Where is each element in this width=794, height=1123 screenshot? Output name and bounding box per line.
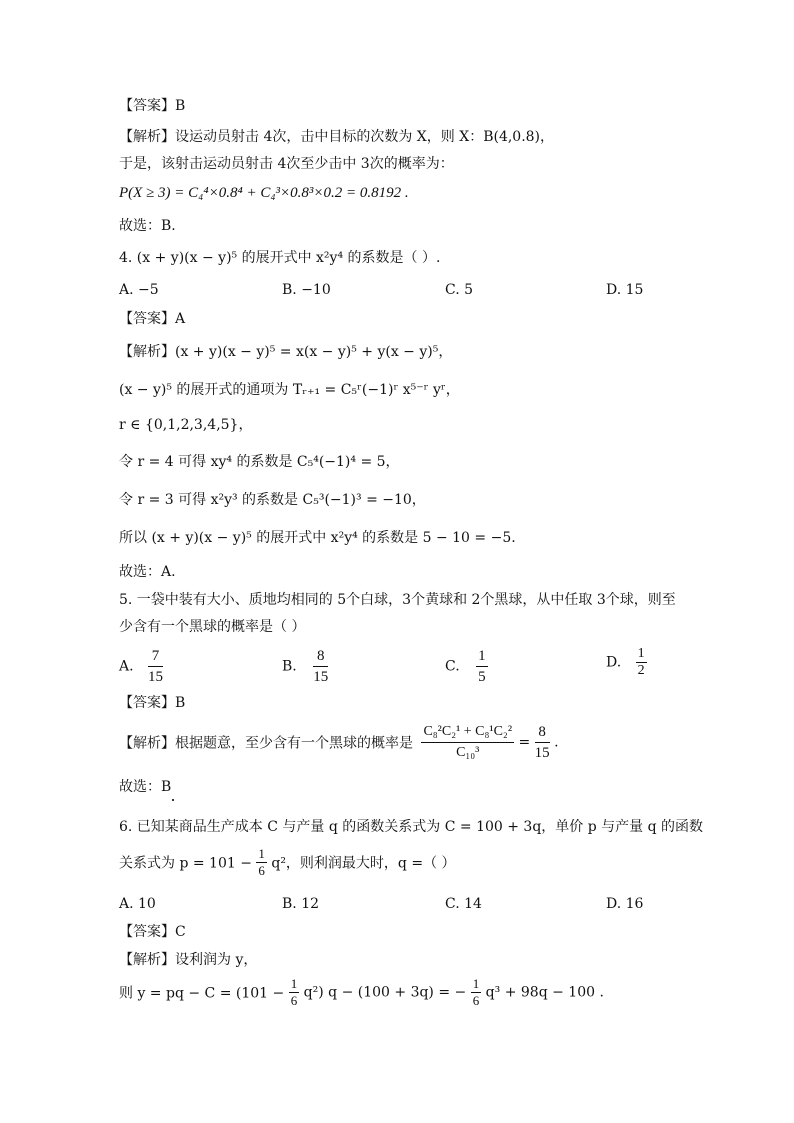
q6-stem-fraction — [256, 846, 267, 879]
q5-answer: 【答案】B — [119, 695, 186, 711]
q5-option-b-fraction — [313, 646, 328, 687]
q5-option-a-label: A. — [119, 658, 134, 675]
q4-option-d[interactable]: D. 15 — [606, 282, 644, 298]
q6-analysis-fraction1-den: 6 — [290, 993, 298, 1008]
q4-stem: 4. (x + y)(x − y)⁵ 的展开式中 x²y⁴ 的系数是（ ）. — [119, 250, 441, 266]
q6-option-d[interactable]: D. 16 — [606, 896, 644, 912]
q5-conclusion: 故选：B — [119, 779, 172, 795]
q5-analysis — [119, 722, 559, 763]
q3-analysis-formula: P(X ≥ 3) = C₄⁴×0.8⁴ + C₄³×0.8³×0.2 = 0.8192 . — [119, 185, 409, 201]
q5-option-d-label: D. — [606, 654, 622, 671]
q3-analysis-line2: 于是，该射击运动员射击 4次至少击中 3次的概率为： — [119, 156, 454, 172]
q5-analysis-end: . — [554, 734, 559, 751]
q4-analysis-line2: (x − y)⁵ 的展开式的通项为 Tᵣ₊₁ = C₅ʳ(−1)ʳ x⁵⁻ʳ yʳ， — [119, 382, 460, 398]
q4-option-a[interactable]: A. −5 — [119, 282, 159, 298]
q5-option-d-fraction — [636, 646, 647, 679]
q6-option-a[interactable]: A. 10 — [119, 896, 156, 912]
q5-analysis-fraction — [421, 722, 514, 763]
q6-analysis-fraction2-den: 6 — [472, 993, 480, 1008]
q6-stem-fraction-den: 6 — [258, 863, 265, 878]
q5-option-d-num: 1 — [637, 646, 645, 661]
q4-option-b[interactable]: B. −10 — [282, 282, 331, 298]
q6-analysis-line2-b: q²) q − (100 + 3q) = − — [303, 984, 467, 1001]
q5-option-a-den: 15 — [148, 669, 164, 685]
q6-stem-line2-suffix: q²，则利润最大时，q =（ ） — [271, 855, 456, 872]
q5-analysis-prefix: 【解析】根据题意，至少含有一个黑球的概率是 — [119, 735, 413, 752]
q5-option-c-den: 5 — [478, 669, 486, 685]
q4-option-c[interactable]: C. 5 — [445, 282, 474, 298]
q4-analysis-line4: 令 r = 4 可得 xy⁴ 的系数是 C₅⁴(−1)⁴ = 5， — [119, 454, 400, 470]
q5-option-a[interactable] — [119, 646, 163, 687]
q5-stem-line1: 5. 一袋中装有大小、质地均相同的 5个白球，3个黄球和 2个黑球，从中任取 3个球，则至 — [119, 592, 676, 608]
q6-analysis-line1: 【解析】设利润为 y， — [119, 952, 258, 968]
q5-option-c-label: C. — [445, 658, 460, 675]
q4-conclusion: 故选：A. — [119, 564, 176, 580]
q3-analysis-line1: 【解析】设运动员射击 4次，击中目标的次数为 X，则 X：B(4,0.8)， — [119, 129, 555, 145]
q4-answer: 【答案】A — [119, 311, 186, 327]
q6-stem-line2 — [119, 846, 456, 879]
q5-option-b-label: B. — [282, 658, 297, 675]
q4-analysis-line1: 【解析】(x + y)(x − y)⁵ = x(x − y)⁵ + y(x − y)⁵， — [119, 344, 453, 360]
q5-option-d[interactable] — [606, 646, 647, 679]
q6-analysis-fraction2 — [471, 976, 482, 1009]
q6-analysis-line2-c: q³ + 98q − 100 . — [485, 984, 604, 1001]
q6-analysis-line2 — [119, 976, 604, 1009]
q5-analysis-den: C₁₀³ — [456, 745, 480, 760]
q5-analysis-result-num: 8 — [535, 722, 550, 743]
q6-stem-fraction-num: 1 — [258, 846, 265, 861]
q5-option-d-den: 2 — [637, 663, 645, 678]
q6-analysis-fraction2-num: 1 — [472, 976, 480, 991]
q5-option-a-num: 7 — [148, 646, 163, 667]
q5-option-c-fraction — [476, 646, 488, 687]
q5-analysis-result — [535, 722, 550, 763]
q5-option-a-fraction — [148, 646, 163, 687]
stray-mark — [172, 799, 174, 801]
q5-option-b[interactable] — [282, 646, 328, 687]
q3-conclusion: 故选：B. — [119, 218, 176, 234]
q6-analysis-fraction1 — [289, 976, 300, 1009]
q3-answer: 【答案】B — [119, 98, 186, 114]
q5-option-b-den: 15 — [313, 669, 329, 685]
q5-analysis-eq: = — [518, 734, 531, 751]
q5-stem-line2: 少含有一个黑球的概率是（ ） — [119, 619, 306, 635]
q6-stem-line1: 6. 已知某商品生产成本 C 与产量 q 的函数关系式为 C = 100 + 3q，单价 p 与产量 q 的函数 — [119, 819, 704, 835]
q6-analysis-line2-a: 则 y = pq − C = (101 − — [119, 985, 285, 1002]
q6-option-b[interactable]: B. 12 — [282, 896, 320, 912]
q6-option-c[interactable]: C. 14 — [445, 896, 482, 912]
q5-analysis-result-den: 15 — [534, 745, 550, 761]
q4-analysis-line6: 所以 (x + y)(x − y)⁵ 的展开式中 x²y⁴ 的系数是 5 − 10 = −5. — [119, 530, 516, 546]
q5-option-b-num: 8 — [313, 646, 328, 667]
q5-analysis-num: C₈²C₂¹ + C₈¹C₂² — [421, 722, 514, 743]
q5-option-c[interactable] — [445, 646, 488, 687]
q6-stem-line2-prefix: 关系式为 p = 101 − — [119, 855, 252, 872]
q6-analysis-fraction1-num: 1 — [290, 976, 298, 991]
q4-analysis-line3: r ∈ {0,1,2,3,4,5}， — [119, 417, 253, 433]
q5-option-c-num: 1 — [476, 646, 488, 667]
q4-analysis-line5: 令 r = 3 可得 x²y³ 的系数是 C₅³(−1)³ = −10， — [119, 492, 426, 508]
q6-answer: 【答案】C — [119, 924, 186, 940]
